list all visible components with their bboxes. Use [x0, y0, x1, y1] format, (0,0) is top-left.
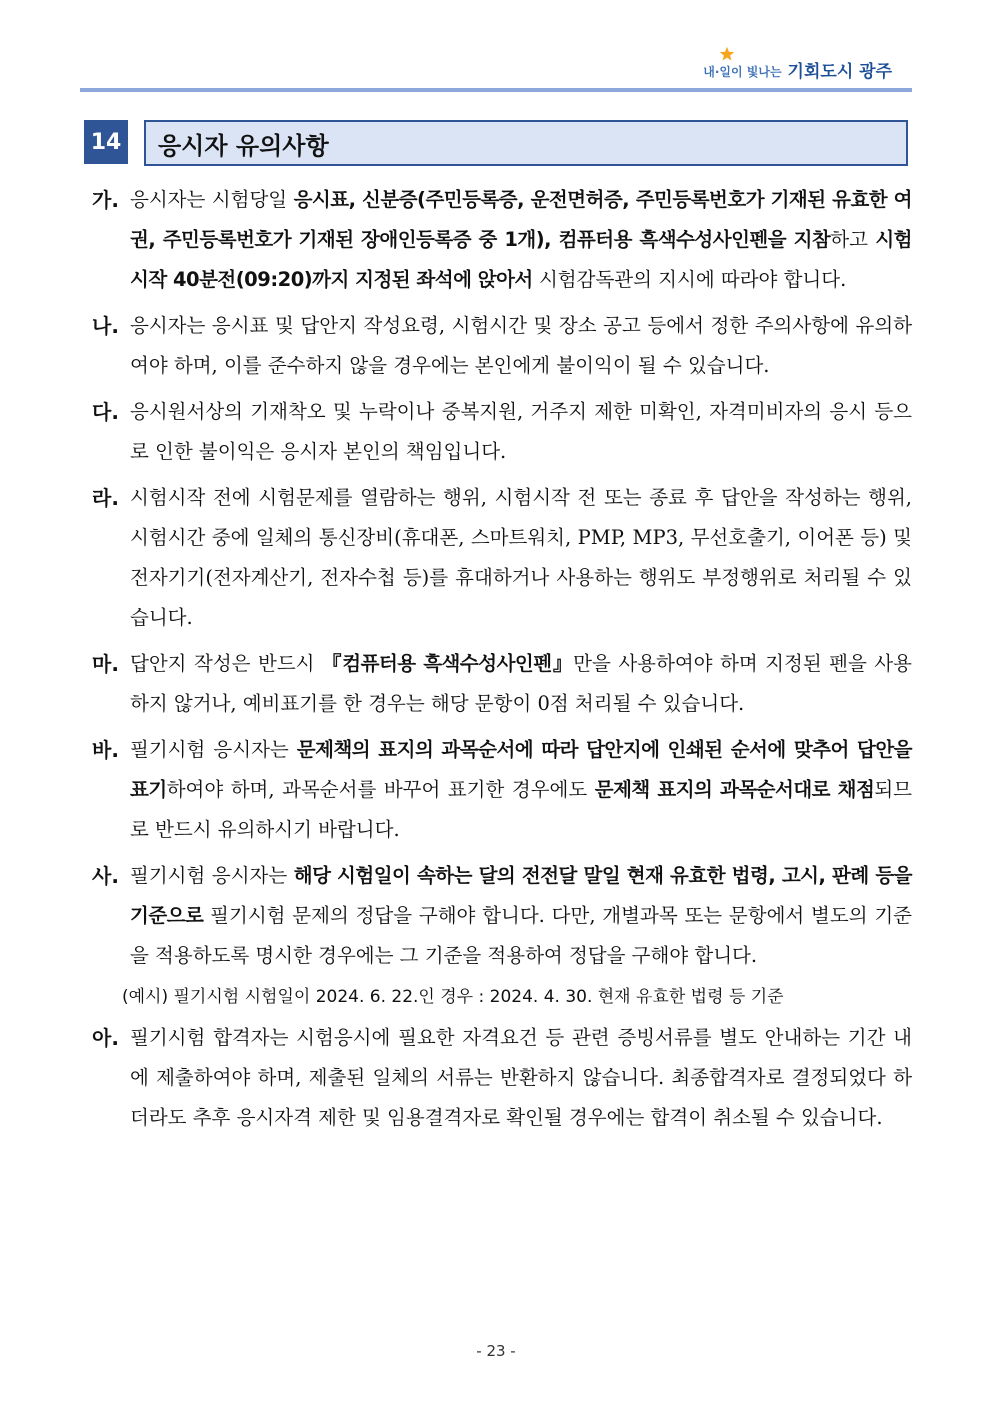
section-number-badge: 14: [84, 120, 128, 164]
item-text: 되므로 반드시 유의하시기 바랍니다.: [130, 778, 912, 841]
city-logo: [703, 52, 892, 82]
item-text: 필기시험 문제의 정답을 구해야 합니다. 다만, 개별과목 또는 문항에서 별도의 기준을 적용하도록 명시한 경우에는 그 기준을 적용하여 정답을 구해야 합니다.: [130, 904, 912, 967]
notice-item-na: [92, 306, 912, 386]
item-marker: 다.: [92, 400, 119, 424]
notice-item-da: [92, 392, 912, 472]
notice-item-ra: [92, 478, 912, 638]
notice-list: [92, 180, 912, 1144]
item-text-bold: 문제책의 표지의 과목순서에 따라 답안지에 인쇄된 순서에 맞추어 답안을 표기: [130, 738, 913, 801]
header-rule: [80, 88, 912, 92]
item-text: 필기시험 응시자는: [130, 738, 297, 761]
item-marker: 마.: [92, 652, 119, 676]
item-text: 시험시작 전에 시험문제를 열람하는 행위, 시험시작 전 또는 종료 후 답안을 작성하는 행위, 시험시간 중에 일체의 통신장비(휴대폰, 스마트워치, PMP, MP3, 무선호출기, 이어폰 등) 및 전자기기(전자계산기, 전자수첩 등)를 휴대하거나 사용하는 행위도 부정행위로 처리될 수 있습니다.: [130, 486, 912, 629]
item-text: 하고: [830, 228, 876, 251]
notice-item-ma: [92, 644, 912, 724]
logo-city-name: 기회도시 광주: [787, 62, 892, 82]
item-text-bold: 시험시작 40분전(09:20)까지 지정된 좌석에 앉아서: [130, 228, 912, 291]
item-marker: 나.: [92, 314, 119, 338]
item-marker: 아.: [92, 1026, 119, 1050]
item-text: 답안지 작성은 반드시: [130, 652, 322, 675]
section-title-box: [144, 120, 908, 166]
item-text: 필기시험 응시자는: [130, 864, 294, 887]
page-number: - 23 -: [476, 1342, 516, 1360]
item-text: 응시자는 시험당일: [130, 188, 294, 211]
item-text: 응시자는 응시표 및 답안지 작성요령, 시험시간 및 장소 공고 등에서 정한 주의사항에 유의하여야 하며, 이를 준수하지 않을 경우에는 본인에게 불이익이 될 수 있습니다.: [130, 314, 912, 377]
item-text-bold: 해당 시험일이 속하는 달의 전전달 말일 현재 유효한 법령, 고시, 판례 등을 기준으로: [130, 864, 912, 927]
notice-item-sa: [92, 856, 912, 976]
item-text-bold: 『컴퓨터용 흑색수성사인펜』: [322, 652, 574, 675]
notice-item-a: [92, 1018, 912, 1138]
item-text-bold: 응시표, 신분증(주민등록증, 운전면허증, 주민등록번호가 기재된 유효한 여권, 주민등록번호가 기재된 장애인등록증 중 1개), 컴퓨터용 흑색수성사인펜을 지참: [130, 188, 912, 251]
item-text: 시험감독관의 지시에 따라야 합니다.: [532, 268, 847, 291]
item-marker: 라.: [92, 486, 119, 510]
item-marker: 사.: [92, 864, 119, 888]
item-marker: 가.: [92, 188, 119, 212]
item-marker: 바.: [92, 738, 119, 762]
notice-item-ba: [92, 730, 912, 850]
item-text: 필기시험 합격자는 시험응시에 필요한 자격요건 등 관련 증빙서류를 별도 안내하는 기간 내에 제출하여야 하며, 제출된 일체의 서류는 반환하지 않습니다. 최종합격자로 결정되었다 하더라도 추후 응시자격 제한 및 임용결격자로 확인될 경우에는 합격이 취소될 수 있습니다.: [130, 1026, 912, 1129]
logo-slogan: 내·일이 빛나는: [703, 65, 782, 79]
item-text: 응시원서상의 기재착오 및 누락이나 중복지원, 거주지 제한 미확인, 자격미비자의 응시 등으로 인한 불이익은 응시자 본인의 책임입니다.: [130, 400, 912, 463]
notice-item-ga: [92, 180, 912, 300]
item-text-bold: 문제책 표지의 과목순서대로 채점: [594, 778, 875, 801]
item-text: 만을 사용하여야 하며 지정된 펜을 사용하지 않거나, 예비표기를 한 경우는 해당 문항이 0점 처리될 수 있습니다.: [130, 652, 912, 715]
item-text: 하여야 하며, 과목순서를 바꾸어 표기한 경우에도: [166, 778, 595, 801]
star-icon: [719, 46, 735, 62]
section-title: 응시자 유의사항: [158, 131, 329, 160]
example-note: (예시) 필기시험 시험일이 2024. 6. 22.인 경우 : 2024. 4. 30. 현재 유효한 법령 등 기준: [122, 987, 784, 1007]
